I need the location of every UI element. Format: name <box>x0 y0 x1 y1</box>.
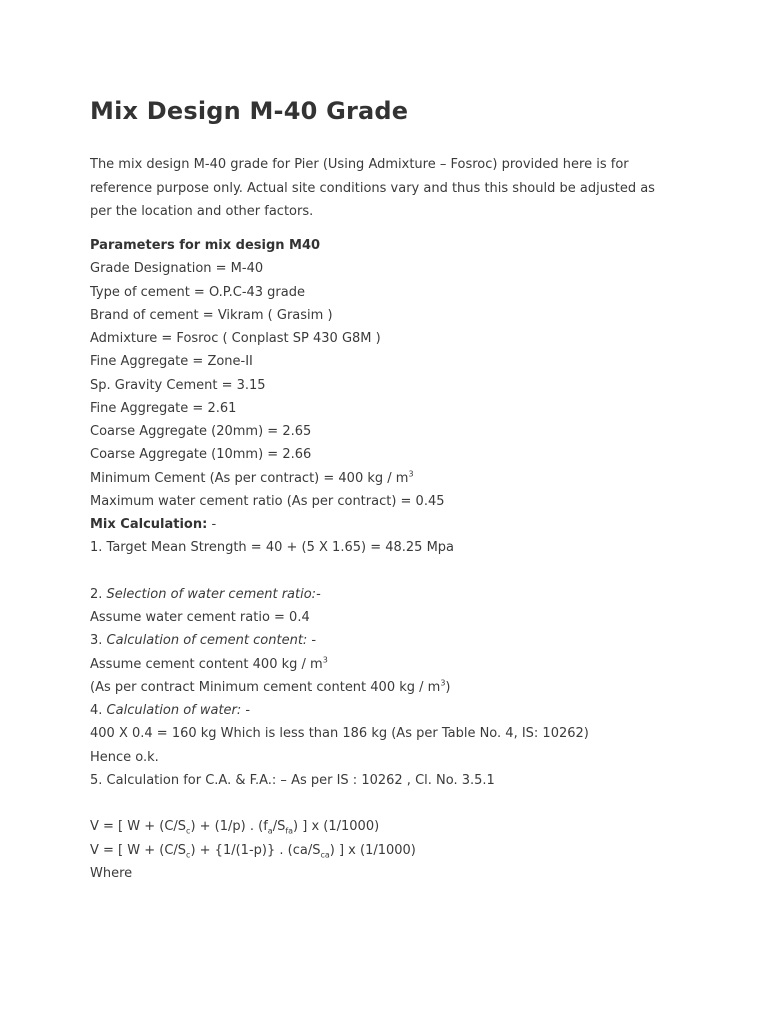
per-contract-line: (As per contract Minimum cement content 400 kg / $m^3$) <box>90 678 451 695</box>
step-1-line: 1. Target Mean Strength = 40 + (5 X 1.65) = 48.25 Mpa <box>90 540 454 556</box>
param-line: Coarse Aggregate (20mm) = 2.65 <box>90 424 312 439</box>
param-line: Coarse Aggregate (10mm) = 2.66 <box>90 447 312 463</box>
step-2-line: 2. Selection of water cement ratio:- <box>90 586 321 602</box>
intro-paragraph: The mix design M-40 grade for Pier (Using Admixture – Fosroc) provided here is for reference purpose only. Actual site conditions vary and thus this should be adjusted as per the location and other factors. <box>90 157 655 219</box>
blank-line <box>90 560 690 583</box>
param-line: Type of cement = O.P.C-43 grade <box>90 284 305 300</box>
param-line: Fine Aggregate = Zone-II <box>90 354 253 370</box>
min-cement-line: Minimum Cement (As per contract) = 400 kg / $m^3$ <box>90 469 414 486</box>
param-line: Brand of cement = Vikram ( Grasim ) <box>90 307 333 323</box>
param-line: Sp. Gravity Cement = 3.15 <box>90 377 266 393</box>
mix-calculation-heading: Mix Calculation: - <box>90 517 217 532</box>
equation-1: V = [ $W + (C/S_c) + (1/p)$ . $(f_a/S_{fa})$ ] x (1/1000) <box>90 819 380 836</box>
max-wc-line: Maximum water cement ratio (As per contract) = 0.45 <box>90 493 445 509</box>
water-calc-line: 400 X 0.4 = 160 kg Which is less than 186 kg (As per Table No. 4, IS: 10262) <box>90 726 589 742</box>
assume-cement-line: Assume cement content 400 kg / $m^3$ <box>90 655 328 672</box>
hence-line: Hence o.k. <box>90 749 159 765</box>
param-line: Grade Designation = M-40 <box>90 261 264 277</box>
parameters-heading: Parameters for mix design M40 <box>90 238 321 253</box>
page-title: Mix Design M-40 Grade <box>90 97 409 125</box>
blank-line <box>90 792 690 815</box>
step-3-line: 3. Calculation of cement content: - <box>90 633 317 649</box>
step-5-line: 5. Calculation for C.A. & F.A.: – As per IS : 10262 , Cl. No. 3.5.1 <box>90 772 495 788</box>
param-line: Admixture = Fosroc ( Conplast SP 430 G8M ) <box>90 331 381 346</box>
where-line: Where <box>90 865 133 881</box>
assume-wc-line: Assume water cement ratio = 0.4 <box>90 610 310 625</box>
equation-2: V = [ $W + (C/S_c) + \{1/(1-p)\}$ . $(ca/S_{ca})$ ] x (1/1000) <box>90 842 416 860</box>
step-4-line: 4. Calculation of water: - <box>90 703 251 718</box>
param-line: Fine Aggregate = 2.61 <box>90 400 237 416</box>
document-body <box>90 234 690 885</box>
